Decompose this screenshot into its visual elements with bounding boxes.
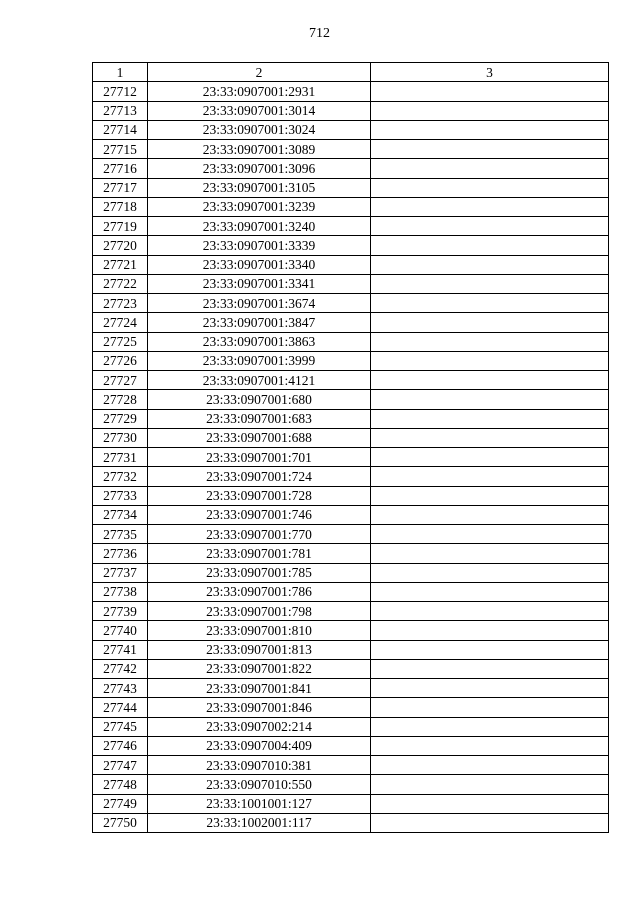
- notes-cell: [371, 274, 609, 293]
- registry-table: [92, 62, 609, 833]
- notes-cell: [371, 351, 609, 370]
- cadastral-number-cell: 23:33:0907001:785: [148, 563, 371, 582]
- table-row: [93, 544, 609, 563]
- notes-cell: [371, 448, 609, 467]
- row-number-cell: 27743: [93, 679, 148, 698]
- notes-cell: [371, 544, 609, 563]
- table-row: [93, 197, 609, 216]
- notes-cell: [371, 428, 609, 447]
- notes-cell: [371, 486, 609, 505]
- table-row: [93, 698, 609, 717]
- notes-cell: [371, 217, 609, 236]
- cadastral-number-cell: 23:33:0907001:810: [148, 621, 371, 640]
- row-number-cell: 27725: [93, 332, 148, 351]
- row-number-cell: 27734: [93, 505, 148, 524]
- notes-cell: [371, 525, 609, 544]
- table-row: [93, 794, 609, 813]
- cadastral-number-cell: 23:33:0907001:786: [148, 582, 371, 601]
- notes-cell: [371, 313, 609, 332]
- row-number-cell: 27715: [93, 140, 148, 159]
- row-number-cell: 27718: [93, 197, 148, 216]
- table-row: [93, 775, 609, 794]
- row-number-cell: 27744: [93, 698, 148, 717]
- cadastral-number-cell: 23:33:0907001:822: [148, 659, 371, 678]
- row-number-cell: 27729: [93, 409, 148, 428]
- notes-cell: [371, 698, 609, 717]
- notes-cell: [371, 82, 609, 101]
- table-row: [93, 120, 609, 139]
- row-number-cell: 27735: [93, 525, 148, 544]
- cadastral-number-cell: 23:33:0907001:3105: [148, 178, 371, 197]
- cadastral-number-cell: 23:33:0907001:728: [148, 486, 371, 505]
- table-row: [93, 178, 609, 197]
- table-row: [93, 255, 609, 274]
- cadastral-number-cell: 23:33:0907010:550: [148, 775, 371, 794]
- table-row: [93, 140, 609, 159]
- table-row: [93, 294, 609, 313]
- table-row: [93, 659, 609, 678]
- table-row: [93, 332, 609, 351]
- row-number-cell: 27748: [93, 775, 148, 794]
- notes-cell: [371, 813, 609, 832]
- table-body: [93, 82, 609, 833]
- notes-cell: [371, 159, 609, 178]
- notes-cell: [371, 679, 609, 698]
- cadastral-number-cell: 23:33:0907001:701: [148, 448, 371, 467]
- table-row: [93, 390, 609, 409]
- notes-cell: [371, 255, 609, 274]
- table-row: [93, 582, 609, 601]
- column-header-3: 3: [371, 63, 609, 82]
- row-number-cell: 27724: [93, 313, 148, 332]
- notes-cell: [371, 621, 609, 640]
- notes-cell: [371, 756, 609, 775]
- cadastral-number-cell: 23:33:0907001:3240: [148, 217, 371, 236]
- table-row: [93, 101, 609, 120]
- table-row: [93, 621, 609, 640]
- row-number-cell: 27722: [93, 274, 148, 293]
- table-row: [93, 274, 609, 293]
- row-number-cell: 27721: [93, 255, 148, 274]
- row-number-cell: 27739: [93, 602, 148, 621]
- notes-cell: [371, 563, 609, 582]
- cadastral-number-cell: 23:33:0907001:841: [148, 679, 371, 698]
- table-row: [93, 736, 609, 755]
- cadastral-number-cell: 23:33:0907001:3339: [148, 236, 371, 255]
- row-number-cell: 27736: [93, 544, 148, 563]
- row-number-cell: 27747: [93, 756, 148, 775]
- row-number-cell: 27712: [93, 82, 148, 101]
- cadastral-number-cell: 23:33:0907010:381: [148, 756, 371, 775]
- cadastral-number-cell: 23:33:0907001:798: [148, 602, 371, 621]
- cadastral-number-cell: 23:33:0907001:781: [148, 544, 371, 563]
- cadastral-number-cell: 23:33:0907004:409: [148, 736, 371, 755]
- cadastral-number-cell: 23:33:0907001:3847: [148, 313, 371, 332]
- cadastral-number-cell: 23:33:0907001:3674: [148, 294, 371, 313]
- row-number-cell: 27731: [93, 448, 148, 467]
- row-number-cell: 27745: [93, 717, 148, 736]
- table-row: [93, 717, 609, 736]
- notes-cell: [371, 505, 609, 524]
- notes-cell: [371, 717, 609, 736]
- cadastral-number-cell: 23:33:0907001:3863: [148, 332, 371, 351]
- table-row: [93, 428, 609, 447]
- table-row: [93, 679, 609, 698]
- table-row: [93, 371, 609, 390]
- row-number-cell: 27714: [93, 120, 148, 139]
- cadastral-number-cell: 23:33:1001001:127: [148, 794, 371, 813]
- cadastral-number-cell: 23:33:0907001:4121: [148, 371, 371, 390]
- notes-cell: [371, 120, 609, 139]
- row-number-cell: 27741: [93, 640, 148, 659]
- column-header-1: 1: [93, 63, 148, 82]
- table-row: [93, 236, 609, 255]
- notes-cell: [371, 294, 609, 313]
- table-row: [93, 505, 609, 524]
- header-row: [93, 63, 609, 82]
- cadastral-number-cell: 23:33:0907001:3239: [148, 197, 371, 216]
- cadastral-number-cell: 23:33:0907001:3024: [148, 120, 371, 139]
- row-number-cell: 27732: [93, 467, 148, 486]
- notes-cell: [371, 140, 609, 159]
- row-number-cell: 27750: [93, 813, 148, 832]
- cadastral-number-cell: 23:33:0907001:688: [148, 428, 371, 447]
- table-row: [93, 159, 609, 178]
- table-header: [93, 63, 609, 82]
- table-row: [93, 82, 609, 101]
- row-number-cell: 27728: [93, 390, 148, 409]
- table-row: [93, 467, 609, 486]
- notes-cell: [371, 371, 609, 390]
- cadastral-number-cell: 23:33:0907001:680: [148, 390, 371, 409]
- notes-cell: [371, 236, 609, 255]
- row-number-cell: 27740: [93, 621, 148, 640]
- column-header-2: 2: [148, 63, 371, 82]
- page-number: 712: [309, 26, 330, 41]
- row-number-cell: 27723: [93, 294, 148, 313]
- row-number-cell: 27738: [93, 582, 148, 601]
- notes-cell: [371, 582, 609, 601]
- cadastral-number-cell: 23:33:0907001:3341: [148, 274, 371, 293]
- notes-cell: [371, 467, 609, 486]
- notes-cell: [371, 390, 609, 409]
- table-row: [93, 602, 609, 621]
- notes-cell: [371, 640, 609, 659]
- cadastral-number-cell: 23:33:0907001:3096: [148, 159, 371, 178]
- cadastral-number-cell: 23:33:0907001:683: [148, 409, 371, 428]
- table-row: [93, 563, 609, 582]
- row-number-cell: 27746: [93, 736, 148, 755]
- table-row: [93, 351, 609, 370]
- row-number-cell: 27727: [93, 371, 148, 390]
- notes-cell: [371, 775, 609, 794]
- cadastral-number-cell: 23:33:0907001:770: [148, 525, 371, 544]
- table-row: [93, 486, 609, 505]
- row-number-cell: 27749: [93, 794, 148, 813]
- notes-cell: [371, 101, 609, 120]
- table-row: [93, 525, 609, 544]
- cadastral-number-cell: 23:33:0907001:746: [148, 505, 371, 524]
- table-row: [93, 640, 609, 659]
- row-number-cell: 27737: [93, 563, 148, 582]
- table-row: [93, 756, 609, 775]
- row-number-cell: 27720: [93, 236, 148, 255]
- cadastral-number-cell: 23:33:0907001:813: [148, 640, 371, 659]
- cadastral-number-cell: 23:33:0907001:724: [148, 467, 371, 486]
- notes-cell: [371, 197, 609, 216]
- notes-cell: [371, 409, 609, 428]
- row-number-cell: 27716: [93, 159, 148, 178]
- cadastral-number-cell: 23:33:1002001:117: [148, 813, 371, 832]
- cadastral-number-cell: 23:33:0907001:3999: [148, 351, 371, 370]
- notes-cell: [371, 794, 609, 813]
- row-number-cell: 27730: [93, 428, 148, 447]
- table-row: [93, 313, 609, 332]
- row-number-cell: 27733: [93, 486, 148, 505]
- table-row: [93, 448, 609, 467]
- cadastral-number-cell: 23:33:0907001:846: [148, 698, 371, 717]
- row-number-cell: 27726: [93, 351, 148, 370]
- notes-cell: [371, 602, 609, 621]
- row-number-cell: 27742: [93, 659, 148, 678]
- notes-cell: [371, 736, 609, 755]
- notes-cell: [371, 332, 609, 351]
- table-row: [93, 217, 609, 236]
- notes-cell: [371, 659, 609, 678]
- cadastral-number-cell: 23:33:0907001:3014: [148, 101, 371, 120]
- row-number-cell: 27713: [93, 101, 148, 120]
- cadastral-number-cell: 23:33:0907001:3340: [148, 255, 371, 274]
- row-number-cell: 27717: [93, 178, 148, 197]
- cadastral-number-cell: 23:33:0907002:214: [148, 717, 371, 736]
- cadastral-number-cell: 23:33:0907001:2931: [148, 82, 371, 101]
- table-row: [93, 813, 609, 832]
- row-number-cell: 27719: [93, 217, 148, 236]
- table-row: [93, 409, 609, 428]
- notes-cell: [371, 178, 609, 197]
- cadastral-number-cell: 23:33:0907001:3089: [148, 140, 371, 159]
